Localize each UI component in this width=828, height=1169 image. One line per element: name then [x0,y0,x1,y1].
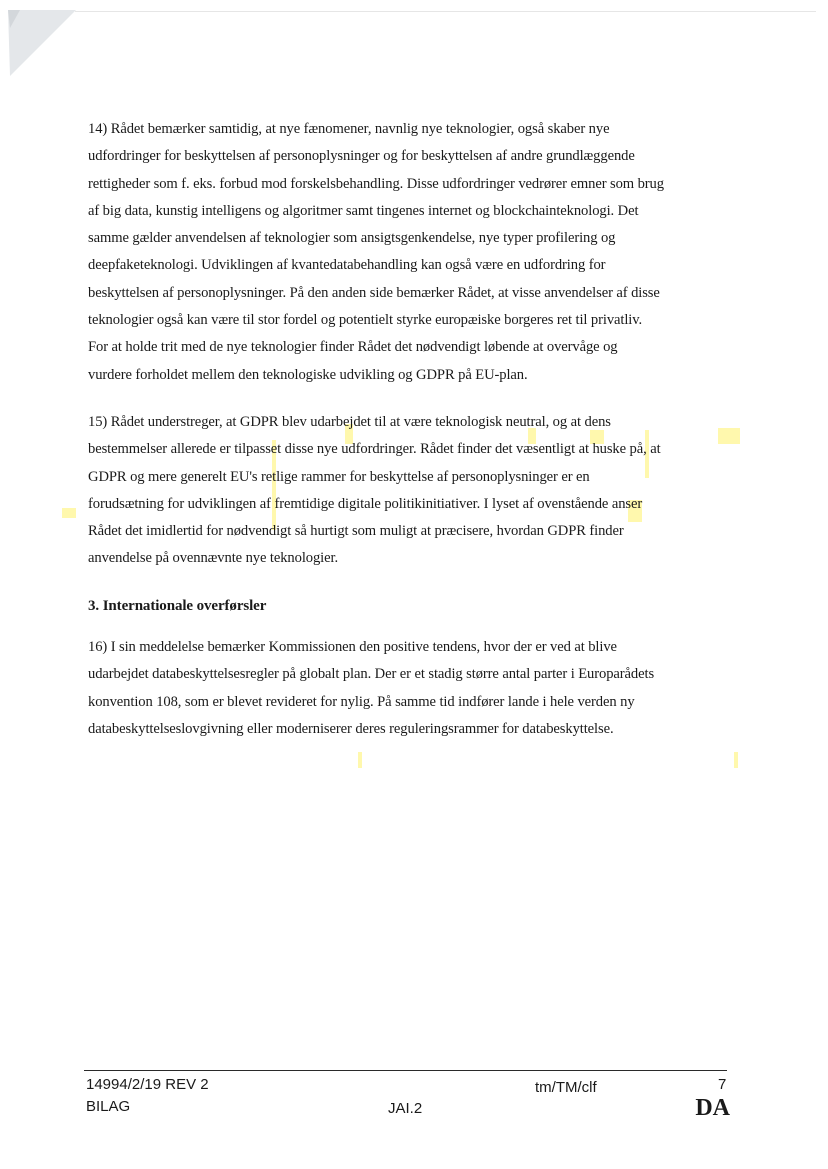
text-line: 14) Rådet bemærker samtidig, at nye fænomener, navnlig nye teknologier, også skaber nye [88,121,610,137]
highlight-mark [62,508,76,518]
footer-page-number: 7 [718,1076,727,1093]
footer-doc-ref: 14994/2/19 REV 2 [86,1076,209,1093]
footer-annex: BILAG [86,1098,131,1115]
footer-rule [84,1070,727,1071]
text-line: beskyttelsen af personoplysninger. På den anden side bemærker Rådet, at visse anvendelser af disse [88,284,660,301]
text-line: konvention 108, som er blevet revideret for nylig. På samme tid indfører lande i hele verden ny [88,693,635,710]
text-line: Rådet det imidlertid for nødvendigt så hurtigt som muligt at præcisere, hvordan GDPR finder [88,523,624,540]
text-line: teknologier også kan være til stor fordel og potentielt styrke europæiske borgeres ret til privatliv. [88,312,643,329]
text-line: af big data, kunstig intelligens og algoritmer samt tingenes internet og blockchainteknologi. Det [88,202,639,219]
highlight-mark [734,752,738,768]
scan-edge-line [75,11,816,12]
text-line: rettigheder som f. eks. forbud mod forskelsbehandling. Disse udfordringer vedrører emner som brug [88,175,664,192]
section-heading: 3. Internationale overførsler [88,598,267,614]
footer-directorate: JAI.2 [388,1100,423,1117]
text-line: deepfaketeknologi. Udviklingen af kvantedatabehandling kan også være en udfordring for [88,257,606,274]
footer-initials: tm/TM/clf [535,1079,597,1096]
text-line: forudsætning for udviklingen af fremtidige digitale politikinitiativer. I lyset af ovenstående anser [88,495,643,512]
text-line: udfordringer for beskyttelsen af personoplysninger og for beskyttelsen af andre grundlæggende [88,148,635,165]
text-line: databeskyttelseslovgivning eller moderniserer deres reguleringsrammer for databeskyttelse. [88,720,614,737]
text-line: 15) Rådet understreger, at GDPR blev udarbejdet til at være teknologisk neutral, og at dens [88,414,611,430]
page-corner-fold [0,0,80,80]
text-line: GDPR og mere generelt EU's retlige rammer for beskyttelse af personoplysninger er en [88,468,590,485]
highlight-mark [358,752,362,768]
paragraph-14 [88,116,738,389]
text-line: bestemmelser allerede er tilpasset disse nye udfordringer. Rådet finder det væsentligt at huske på, at [88,441,661,458]
text-line: udarbejdet databeskyttelsesregler på globalt plan. Der er et stadig større antal parter i Europarådets [88,666,655,683]
text-line: anvendelse på ovennævnte nye teknologier. [88,550,339,567]
text-line: vurdere forholdet mellem den teknologiske udvikling og GDPR på EU-plan. [88,366,528,383]
paragraph-16 [88,634,738,743]
text-line: samme gælder anvendelsen af teknologier som ansigtsgenkendelse, nye typer profilering og [88,230,616,247]
paragraph-15 [88,409,738,573]
text-line: 16) I sin meddelelse bemærker Kommissionen den positive tendens, hvor der er ved at blive [88,639,617,655]
text-line: For at holde trit med de nye teknologier finder Rådet det nødvendigt løbende at overvåge og [88,339,618,356]
footer-language: DA [695,1095,730,1121]
